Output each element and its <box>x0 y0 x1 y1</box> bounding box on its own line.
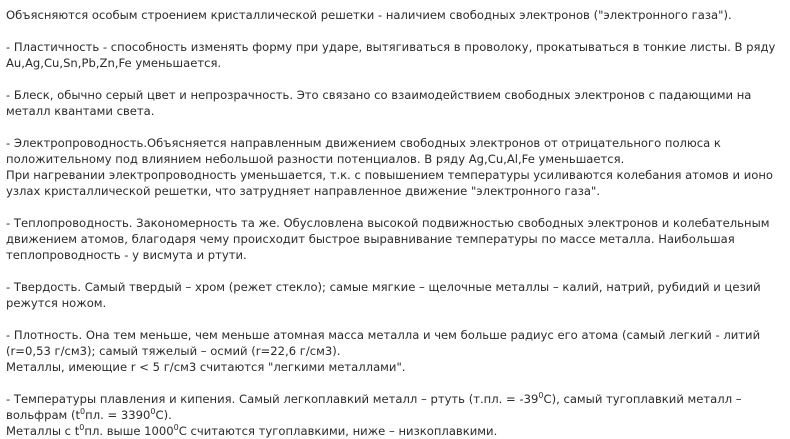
density-paragraph <box>6 327 784 375</box>
text-line: - Твердость. Самый твердый – хром (режет стекло); самые мягкие – щелочные металлы – калий, натрий, рубидий и цезий <box>6 280 761 294</box>
text-line: - Плотность. Она тем меньше, чем меньше атомная масса металла и чем больше радиус его атома (самый легкий - литий <box>6 328 761 342</box>
text-line <box>6 391 784 407</box>
intro-paragraph <box>6 7 784 23</box>
plasticity-paragraph <box>6 39 784 71</box>
text-line: - Электропроводность.Объясняется направленным движением свободных электронов от отрицательного полюса к <box>6 136 721 150</box>
text-line <box>6 407 784 423</box>
text-line: Металлы, имеющие r < 5 г/см3 считаются "легкими металлами". <box>6 360 406 374</box>
text-line: теплопроводность - у висмута и ртути. <box>6 248 247 262</box>
text-line: (r=0,53 г/см3); самый тяжелый – осмий (r=22,6 г/см3). <box>6 344 341 358</box>
text-segment: C), самый тугоплавкий металл – <box>543 392 742 406</box>
luster-paragraph <box>6 87 784 119</box>
degree-superscript: 0 <box>173 423 179 432</box>
text-segment: Металлы с t <box>6 424 80 438</box>
text-segment: C считаются тугоплавкими, ниже – низкоплавкими. <box>178 424 498 438</box>
text-line: движением атомов, благодаря чему происходит быстрое выравнивание температуры по массе металла. Наибольшая <box>6 232 735 246</box>
text-segment: - Температуры плавления и кипения. Самый легкоплавкий металл – ртуть (т.пл. = -39 <box>6 392 539 406</box>
text-line: - Теплопроводность. Закономерность та же. Обусловлена высокой подвижностью свободных электронов и колебательным <box>6 216 770 230</box>
text-line: - Пластичность - способность изменять форму при ударе, вытягиваться в проволоку, прокатываться в тонкие листы. В ряду <box>6 40 776 54</box>
thermal-conductivity-paragraph <box>6 215 784 263</box>
degree-superscript: 0 <box>80 407 86 416</box>
text-segment: вольфрам (t <box>6 408 81 422</box>
text-segment: пл. = 3390 <box>85 408 151 422</box>
text-segment: C). <box>155 408 172 422</box>
text-line: металл квантами света. <box>6 104 155 118</box>
hardness-paragraph <box>6 279 784 311</box>
text-line: Объясняются особым строением кристаллической решетки - наличием свободных электронов ("электронного газа"). <box>6 8 732 22</box>
degree-superscript: 0 <box>538 391 544 400</box>
text-line: положительному под влиянием небольшой разности потенциалов. В ряду Ag,Cu,Al,Fe уменьшается. <box>6 152 625 166</box>
conductivity-paragraph <box>6 135 784 199</box>
text-segment: пл. выше 1000 <box>84 424 174 438</box>
degree-superscript: 0 <box>150 407 156 416</box>
text-line: При нагревании электропроводность уменьшается, т.к. с повышением температуры усиливаются колебания атомов и ионо <box>6 168 773 182</box>
text-line: режутся ножом. <box>6 296 107 310</box>
text-line: узлах кристаллической решетки, что затрудняет направленное движение "электронного газа". <box>6 184 601 198</box>
text-line: Au,Ag,Cu,Sn,Pb,Zn,Fe уменьшается. <box>6 56 222 70</box>
degree-superscript: 0 <box>79 423 85 432</box>
melting-points-paragraph <box>6 391 784 439</box>
text-line <box>6 423 784 439</box>
text-line: - Блеск, обычно серый цвет и непрозрачность. Это связано со взаимодействием свободных электронов с падающими на <box>6 88 752 102</box>
